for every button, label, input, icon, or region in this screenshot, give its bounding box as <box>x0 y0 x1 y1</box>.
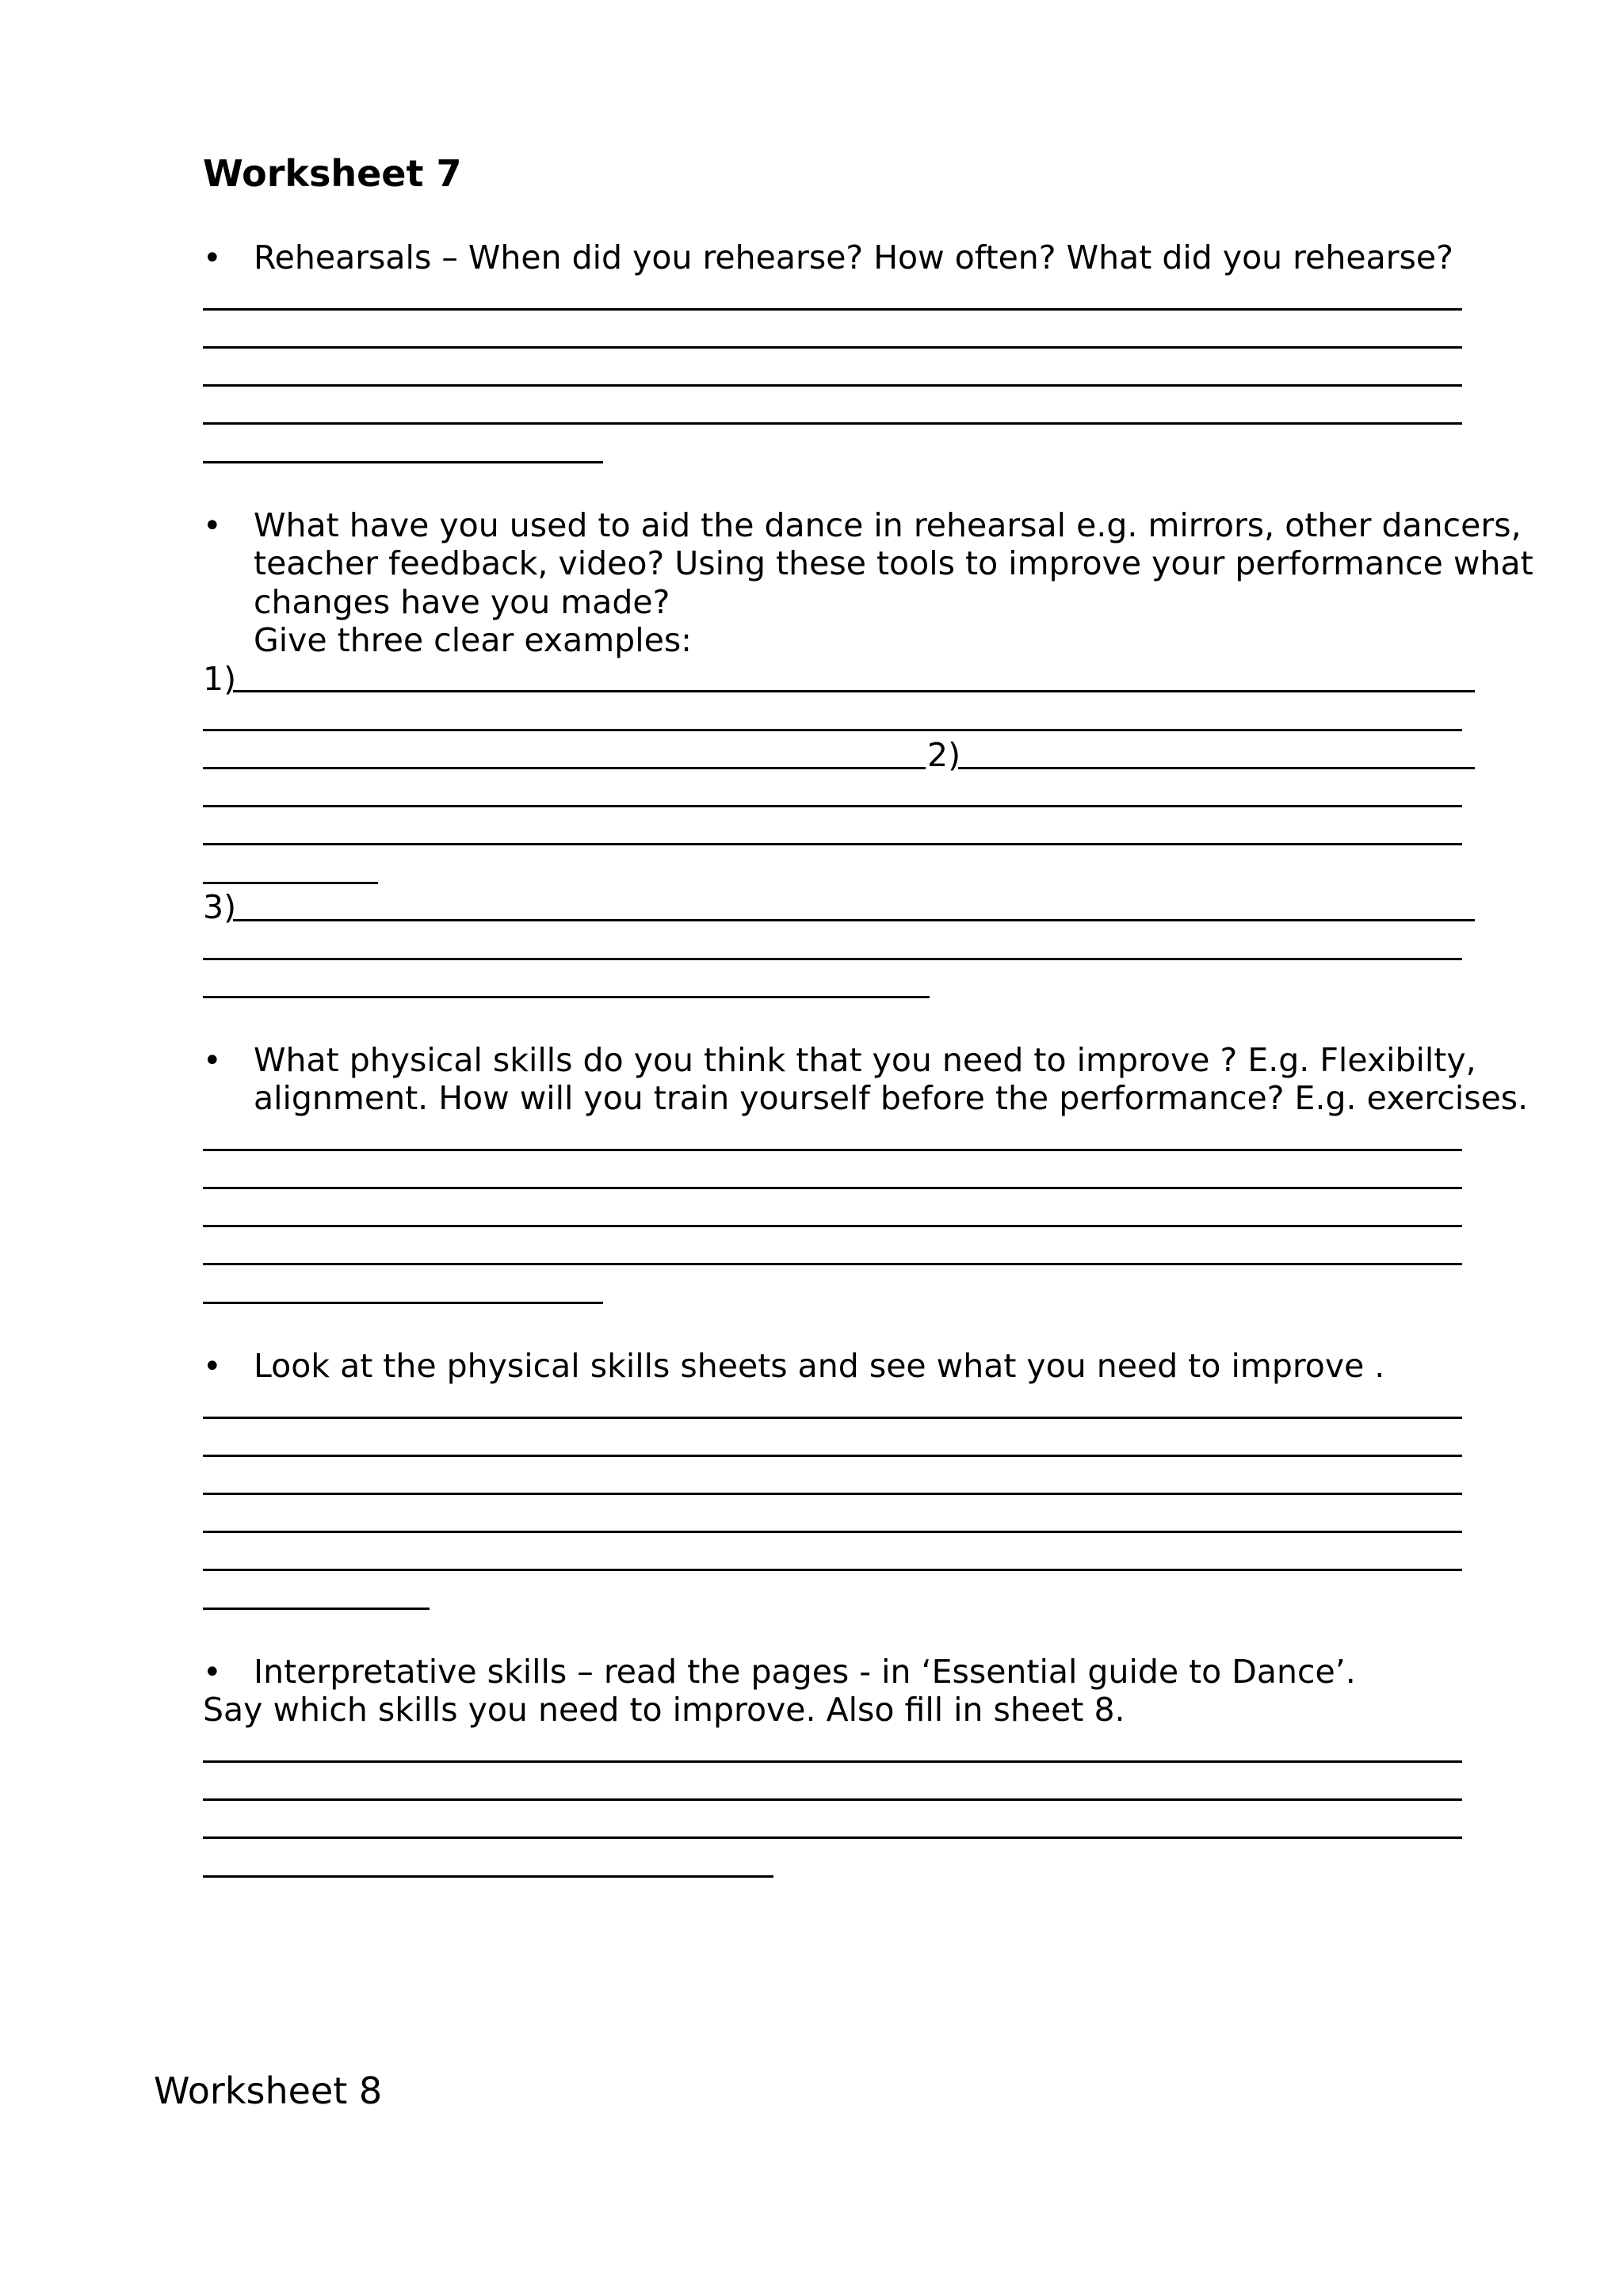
answer-line[interactable] <box>203 1417 1462 1419</box>
question-rehearsals: Rehearsals – When did you rehearse? How often? What did you rehearse? <box>254 238 1453 277</box>
answer-line[interactable] <box>203 1149 1462 1151</box>
answer-line[interactable] <box>203 805 1462 807</box>
bullet: • <box>203 1043 222 1079</box>
bullet: • <box>203 508 222 544</box>
answer-line[interactable] <box>203 346 1462 349</box>
worksheet-8-title: Worksheet 8 <box>154 2069 383 2112</box>
example-label-2: 2) <box>927 736 961 774</box>
answer-line[interactable] <box>203 1455 1462 1457</box>
question-skills-sheets: Look at the physical skills sheets and see what you need to improve . <box>254 1347 1385 1385</box>
answer-line[interactable] <box>203 996 930 998</box>
answer-line[interactable] <box>203 1836 1462 1839</box>
question-aids-line-3: changes have you made? <box>254 583 670 621</box>
example-label-1: 1) <box>203 660 237 698</box>
answer-line[interactable] <box>203 1798 1462 1801</box>
answer-line[interactable] <box>203 1569 1462 1571</box>
question-interpretative-skills-line-2: Say which skills you need to improve. Also fill in sheet 8. <box>203 1691 1125 1729</box>
answer-line[interactable] <box>203 1493 1462 1495</box>
question-aids-line-1: What have you used to aid the dance in rehearsal e.g. mirrors, other dancers, <box>254 506 1522 544</box>
answer-line[interactable] <box>203 308 1462 311</box>
answer-line[interactable] <box>203 1225 1462 1227</box>
question-physical-skills-line-1: What physical skills do you think that you need to improve ? E.g. Flexibilty, <box>254 1041 1476 1079</box>
question-interpretative-skills: Interpretative skills – read the pages - in ‘Essential guide to Dance’. <box>254 1653 1356 1691</box>
answer-line[interactable] <box>203 843 1462 845</box>
answer-line[interactable] <box>203 1608 430 1610</box>
answer-line[interactable] <box>203 384 1462 387</box>
question-aids-line-4: Give three clear examples: <box>254 621 692 659</box>
answer-line[interactable] <box>203 1760 1462 1763</box>
answer-line[interactable] <box>203 1302 603 1304</box>
bullet: • <box>203 1654 222 1691</box>
question-aids-line-2: teacher feedback, video? Using these tools to improve your performance what <box>254 544 1533 582</box>
answer-line[interactable] <box>203 1187 1462 1189</box>
answer-line[interactable] <box>203 461 603 463</box>
answer-line[interactable] <box>203 882 378 884</box>
question-physical-skills-line-2: alignment. How will you train yourself before the performance? E.g. exercises. <box>254 1079 1529 1117</box>
worksheet-7-title: Worksheet 7 <box>203 152 462 195</box>
answer-line[interactable] <box>203 1875 773 1878</box>
bullet: • <box>203 240 222 277</box>
answer-line[interactable] <box>203 1263 1462 1265</box>
answer-line[interactable] <box>203 767 926 769</box>
answer-line[interactable] <box>233 919 1475 921</box>
answer-line[interactable] <box>203 958 1462 960</box>
bullet: • <box>203 1348 222 1385</box>
answer-line[interactable] <box>203 422 1462 425</box>
answer-line[interactable] <box>958 767 1475 769</box>
answer-line[interactable] <box>203 729 1462 731</box>
answer-line[interactable] <box>233 690 1475 692</box>
example-label-3: 3) <box>203 888 237 926</box>
answer-line[interactable] <box>203 1531 1462 1533</box>
